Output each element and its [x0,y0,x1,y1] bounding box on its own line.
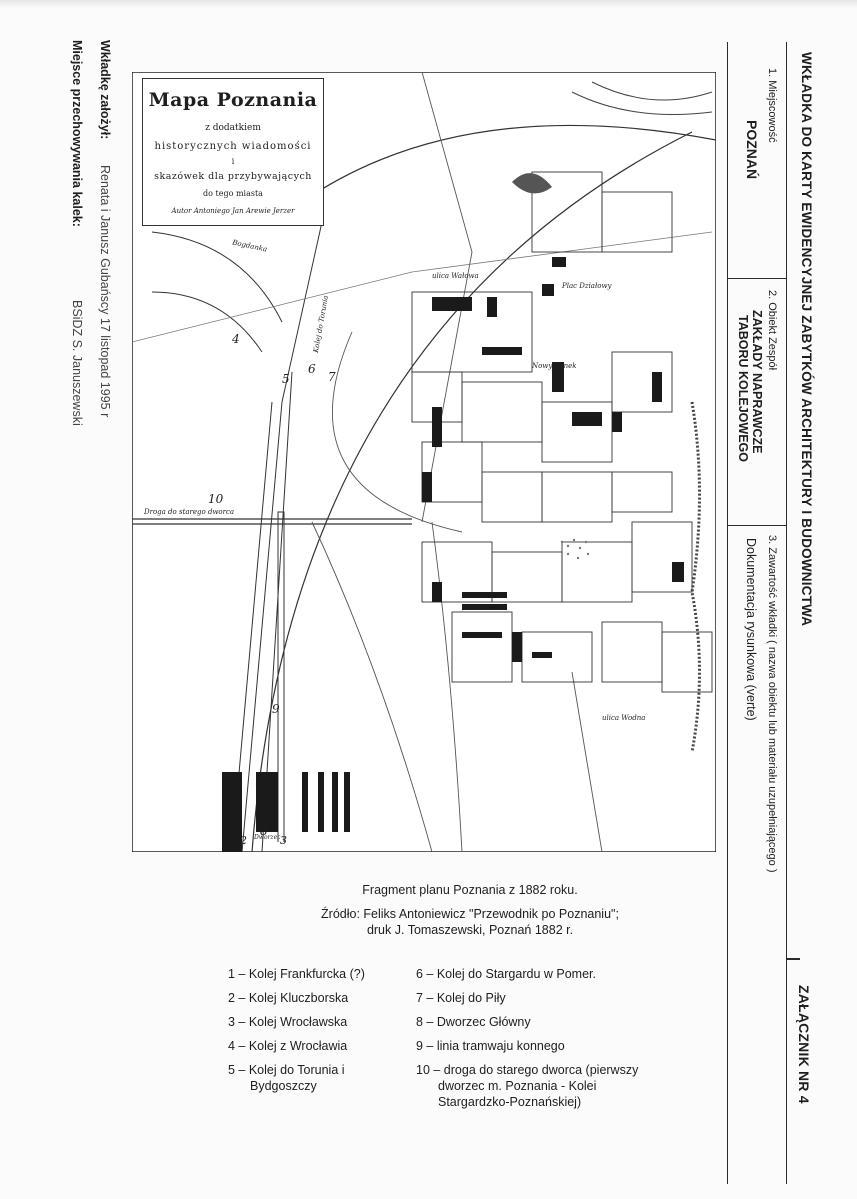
map-subtitle-4: skazówek dla przybywających [154,171,312,182]
field-3-label: 3. Zawartość wkładki ( nazwa obiektu lub materiału uzupełniającego ) [766,535,778,873]
legend-item-10-cont-1: dworzec m. Poznania - Kolei [438,1079,597,1093]
storage-value: BSiDZ S. Januszewski [70,300,84,426]
author-value: Renata i Janusz Gubańscy 17 listopad 1995 r [98,165,112,418]
legend-item-8: 8 – Dworzec Główny [416,1015,531,1029]
legend-item-10: 10 – droga do starego dworca (pierwszy [416,1063,639,1077]
map-label-droga: Droga do starego dworca [144,508,235,516]
map-number-9: 9 [272,702,280,716]
map-number-1: 1 [228,834,235,847]
map-title: Mapa Poznania [148,89,318,111]
form-title: WKŁADKA DO KARTY EWIDENCYJNEJ ZABYTKÓW ARCHITEKTURY I BUDOWNICTWA [799,52,814,627]
map-cartouche [142,78,324,226]
annex-number: ZAŁĄCZNIK NR 4 [796,985,812,1104]
legend-item-10-cont-2: Stargardzko-Poznańskiej) [438,1095,582,1109]
map-label-plac: Plac Działowy [562,282,612,290]
map-number-2: 2 [240,834,247,847]
field-divider-2 [727,525,787,526]
map-number-8: 8 [260,824,268,838]
map-label-nowy-rynek: Nowy Rynek [532,362,577,370]
map-number-10: 10 [208,492,224,506]
author-label: Wkładkę założył: [98,40,112,140]
legend-item-6: 6 – Kolej do Stargardu w Pomer. [416,967,596,981]
map-number-5: 5 [282,372,290,386]
map-subtitle-3: i [231,157,235,166]
map-subtitle-5: do tego miasta [203,189,263,198]
map-label-kolej-torunia: Kolej do Torunia [312,294,330,354]
field-1-label: 1. Miejscowość [766,68,778,143]
map-label-dworzec: Dworzec [254,834,281,841]
map-caption-source: Źródło: Feliks Antoniewicz "Przewodnik po Poznaniu"; [321,907,619,921]
field-1-value: POZNAŃ [744,120,760,180]
legend-item-2: 2 – Kolej Kluczborska [228,991,349,1005]
map-number-7: 7 [328,370,336,384]
map-label-bogdanka: Bogdanka [231,238,268,254]
frame-line-inner [727,42,728,1184]
scan-edge [0,0,857,8]
field-3-value: Dokumentacja rysunkowa (verte) [744,538,758,721]
legend-right [416,966,706,1118]
map-caption-printer: druk J. Tomaszewski, Poznań 1882 r. [366,923,574,937]
map-author: Autor Antoniego Jan Arewie Jerzer [171,207,295,215]
legend-item-5-cont: Bydgoszczy [250,1079,317,1093]
annex-divider [786,958,800,960]
map-label-ulica-walowa: ulica Wałowa [432,272,479,280]
map-subtitle-1: z dodatkiem [205,123,261,133]
map-caption-title: Fragment planu Poznania z 1882 roku. [362,883,578,897]
legend-item-3: 3 – Kolej Wrocławska [228,1015,348,1029]
legend-item-1: 1 – Kolej Frankfurcka (?) [228,967,365,981]
historic-map [132,72,716,852]
map-number-4: 4 [232,332,240,346]
storage-label: Miejsce przechowywania kalek: [70,40,84,227]
legend-item-9: 9 – linia tramwaju konnego [416,1039,565,1053]
legend-item-5: 5 – Kolej do Torunia i [228,1063,345,1077]
field-2-value-line2: TABORU KOLEJOWEGO [736,315,750,462]
map-number-3: 3 [280,834,287,847]
map-subtitle-2: historycznych wiadomości [154,141,312,152]
field-2-value-line1: ZAKŁADY NAPRAWCZE [750,310,764,454]
frame-line-outer [786,42,787,1184]
legend-item-4: 4 – Kolej z Wrocławia [228,1039,348,1053]
map-label-ulica-wodna: ulica Wodna [602,714,646,722]
legend-item-7: 7 – Kolej do Piły [416,991,506,1005]
map-number-6: 6 [308,362,316,376]
field-2-label: 2. Obiekt Zespół [766,290,778,371]
field-divider-1 [727,278,787,279]
legend-left [228,966,403,1102]
